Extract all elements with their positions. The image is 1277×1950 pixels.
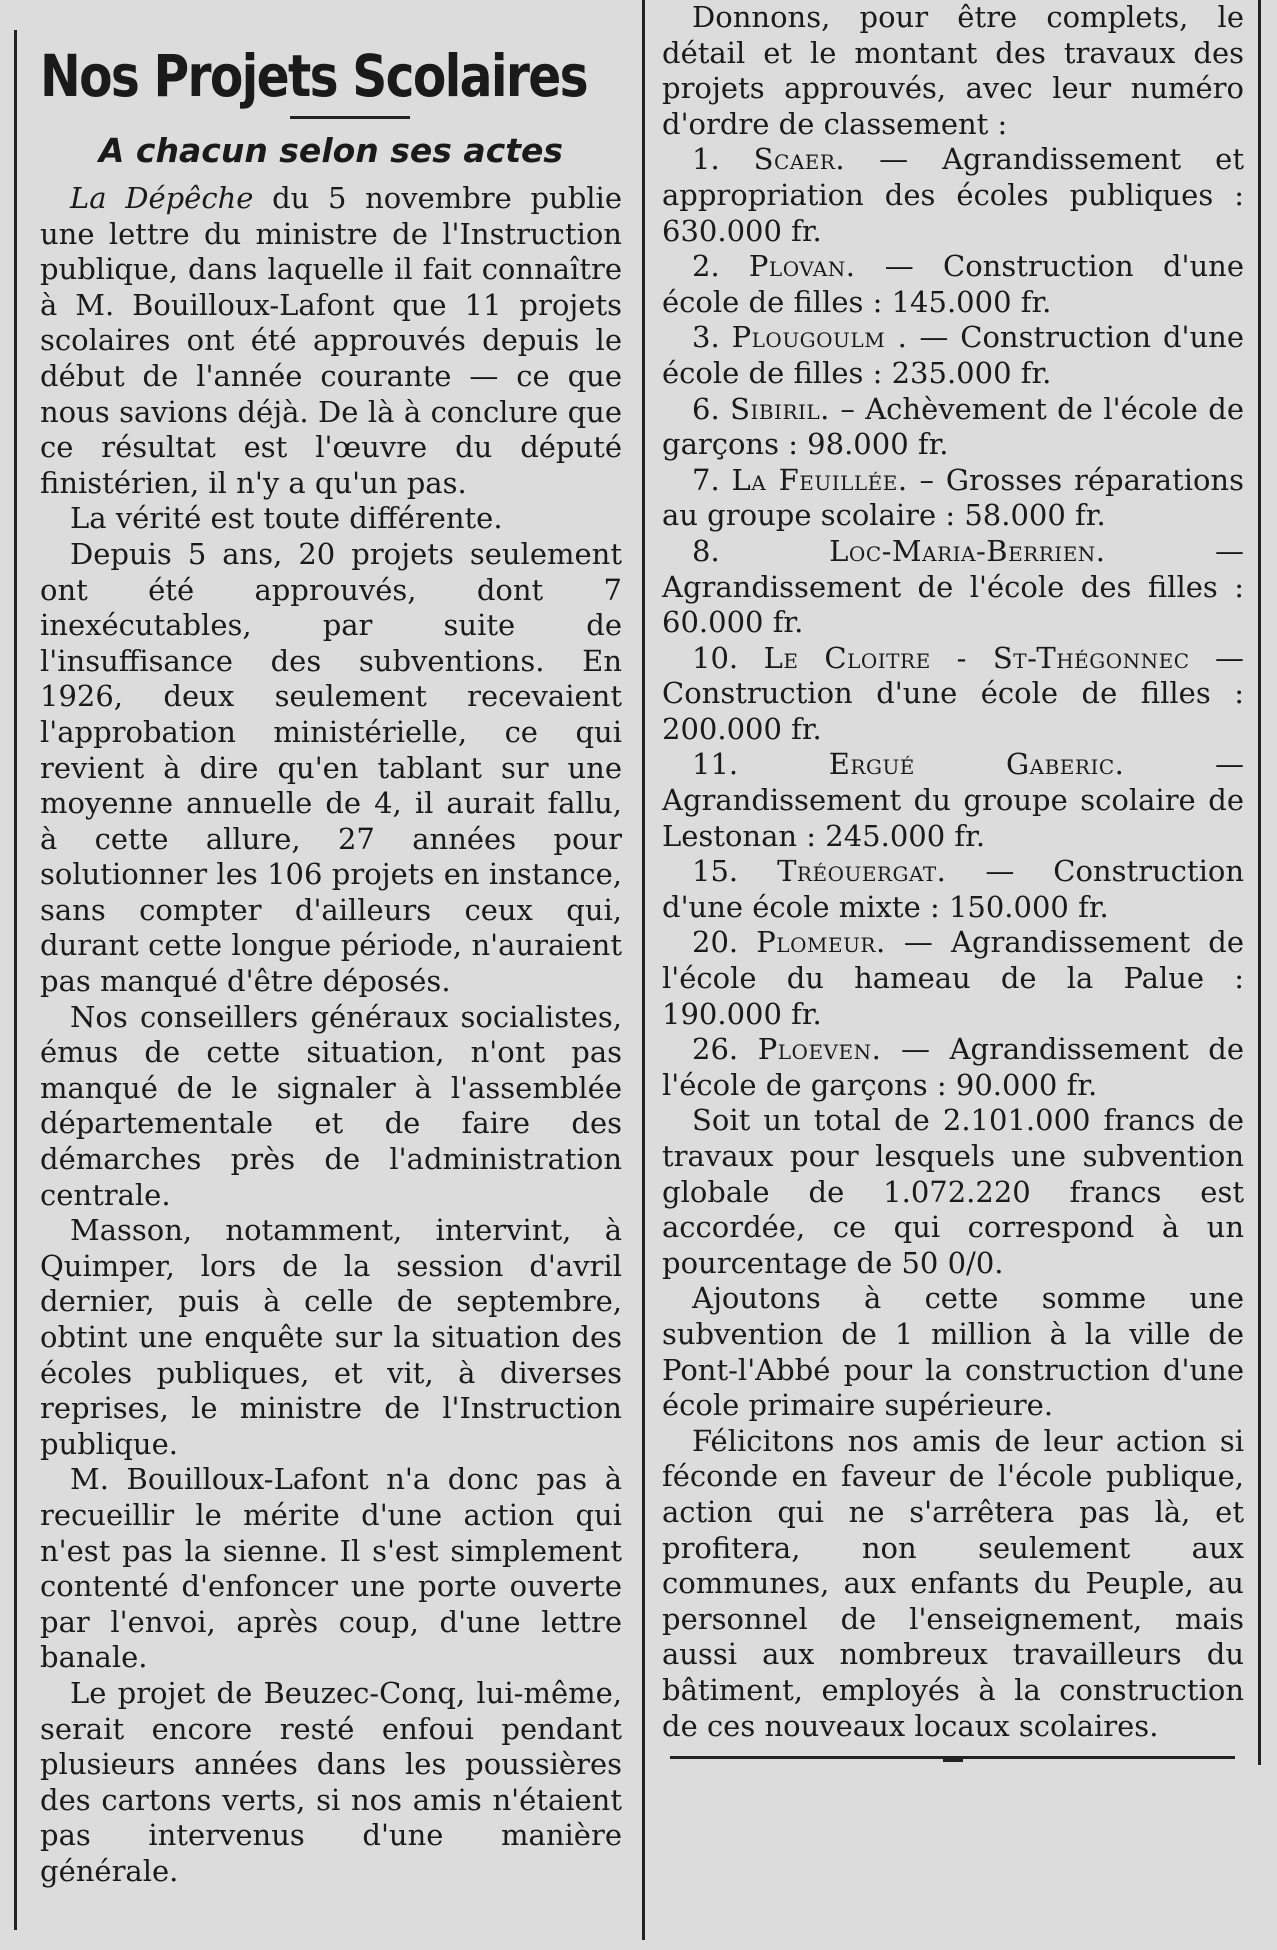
project-detail: — Construction d'une école mixte : 150.000 fr. <box>662 854 1244 924</box>
project-number: 10. <box>692 640 739 675</box>
project-number: 6. <box>692 391 720 426</box>
paragraph: Masson, notamment, intervint, à Quimper, lors de la session d'avril dernier, puis à celle de septembre, obtint une enquête sur la situation des écoles publiques, et vit, à diverses reprises, le ministre de l'Instruction publique. <box>40 1213 622 1461</box>
project-detail: — Agrandissement et appropriation des écoles publiques : 630.000 fr. <box>662 142 1245 248</box>
project-number: 8. <box>692 533 720 568</box>
intro-text: du 5 novembre publie une lettre du ministre de l'Instruction publique, dans laquelle il fait connaître à M. Bouilloux-Lafont que 11 projets scolaires ont été approuvés depuis le début de l'année courante — ce que nous savions déjà. De là à conclure que ce résultat est l'œuvre du député finistérien, il n'y a qu'un pas. <box>40 181 622 500</box>
project-detail: – Achèvement de l'école de garçons : 98.000 fr. <box>662 391 1244 462</box>
article-subtitle: A chacun selon ses actes <box>98 131 564 170</box>
project-detail: — Agrandissement de l'école de garçons : 90.000 fr. <box>662 1032 1244 1102</box>
project-commune: Plomeur. <box>756 925 886 960</box>
project-detail: — Construction d'une école de filles : 235.000 fr. <box>662 320 1245 390</box>
project-number: 15. <box>692 854 739 889</box>
left-column <box>40 40 622 1890</box>
column-rule-middle <box>642 0 645 1940</box>
subsidy-paragraph: Ajoutons à cette somme une subvention de 1 million à la ville de Pont-l'Abbé pour la construction d'une école primaire supérieure. <box>662 1281 1244 1423</box>
project-entry <box>662 249 1244 320</box>
project-commune: Loc-Maria-Berrien. <box>829 533 1106 568</box>
project-detail: — Agrandissement de l'école des filles : 60.000 fr. <box>662 533 1245 640</box>
project-number: 11. <box>692 747 739 782</box>
project-commune: Plovan. <box>748 249 856 284</box>
project-entry <box>662 1032 1244 1103</box>
project-entry <box>662 641 1244 748</box>
project-commune: La Feuillée. <box>731 462 908 497</box>
column-rule-right <box>1258 0 1261 1765</box>
project-number: 7. <box>692 462 720 497</box>
project-commune: Plougoulm . <box>731 320 908 355</box>
project-entry <box>662 463 1244 534</box>
paragraph: Nos conseillers généraux socialistes, émus de cette situation, n'ont pas manqué de le signaler à l'assemblée départementale et de faire des démarches près de l'administration centrale. <box>40 999 622 1212</box>
project-entry <box>662 747 1244 854</box>
project-entry <box>662 925 1244 1032</box>
project-commune: Sibiril. <box>730 391 830 426</box>
end-rule-ornament <box>943 1756 963 1762</box>
title-divider <box>290 116 410 119</box>
article-title: Nos Projets Scolaires <box>40 42 587 110</box>
project-commune: Ploeven. <box>757 1032 882 1067</box>
project-detail: — Agrandissement de l'école du hameau de la Palue : 190.000 fr. <box>662 925 1245 1031</box>
projects-intro: Donnons, pour être complets, le détail et le montant des travaux des projets approuvés, avec leur numéro d'ordre de classement : <box>662 0 1244 141</box>
project-commune: Tréouergat. <box>777 854 947 889</box>
project-commune: Scaer. <box>753 142 846 177</box>
project-entry <box>662 320 1244 391</box>
end-rule <box>670 1756 1235 1759</box>
project-number: 1. <box>692 142 720 177</box>
project-detail: — Agrandissement du groupe scolaire de Lestonan : 245.000 fr. <box>662 747 1244 853</box>
project-detail: — Construction d'une école de filles : 200.000 fr. <box>662 640 1245 746</box>
right-column <box>662 0 1244 1759</box>
project-entry <box>662 854 1244 925</box>
newspaper-name: La Dépêche <box>70 181 254 215</box>
paragraph: M. Bouilloux-Lafont n'a donc pas à recueillir le mérite d'une action qui n'est pas la sienne. Il s'est simplement contenté d'enfoncer une porte ouverte par l'envoi, après coup, d'une lettre banale. <box>40 1462 622 1675</box>
project-commune: Le Cloitre - St-Thégonnec <box>763 640 1190 675</box>
closing-paragraph: Félicitons nos amis de leur action si féconde en faveur de l'école publique, action qui ne s'arrêtera pas là, et profitera, non seulement aux communes, aux enfants du Peuple, au personnel de l'enseignement, mais aussi aux nombreux travailleurs du bâtiment, employés à la construction de ces nouveaux locaux scolaires. <box>662 1423 1244 1743</box>
paragraph: La vérité est toute différente. <box>70 501 503 536</box>
intro-paragraph <box>40 181 622 501</box>
project-detail: — Construction d'une école de filles : 145.000 fr. <box>662 249 1245 319</box>
project-number: 2. <box>692 249 720 284</box>
project-entry <box>662 142 1244 249</box>
project-entry <box>662 392 1244 463</box>
project-number: 3. <box>692 320 720 355</box>
column-rule-left <box>14 30 17 1930</box>
project-detail: – Grosses réparations au groupe scolaire : 58.000 fr. <box>662 462 1244 533</box>
project-commune: Ergué Gaberic. <box>828 747 1125 782</box>
project-number: 26. <box>692 1032 739 1067</box>
project-list <box>662 142 1244 1103</box>
paragraph: Depuis 5 ans, 20 projets seulement ont été approuvés, dont 7 inexécutables, par suite de l'insuffisance des subventions. En 1926, deux seulement recevaient l'approbation ministérielle, ce qui revient à dire qu'en tablant sur une moyenne annuelle de 4, il aurait fallu, à cette allure, 27 années pour solutionner les 106 projets en instance, sans compter d'ailleurs ceux qui, durant cette longue période, n'auraient pas manqué d'être déposés. <box>40 536 622 999</box>
project-number: 20. <box>692 925 739 960</box>
project-entry <box>662 534 1244 641</box>
paragraph: Le projet de Beuzec-Conq, lui-même, serait encore resté enfoui pendant plusieurs années dans les poussières des cartons verts, si nos amis n'étaient pas intervenus d'une manière générale. <box>40 1675 622 1888</box>
total-paragraph: Soit un total de 2.101.000 francs de travaux pour lesquels une subvention globale de 1.072.220 francs est accordée, ce qui correspond à un pourcentage de 50 0/0. <box>662 1103 1244 1280</box>
